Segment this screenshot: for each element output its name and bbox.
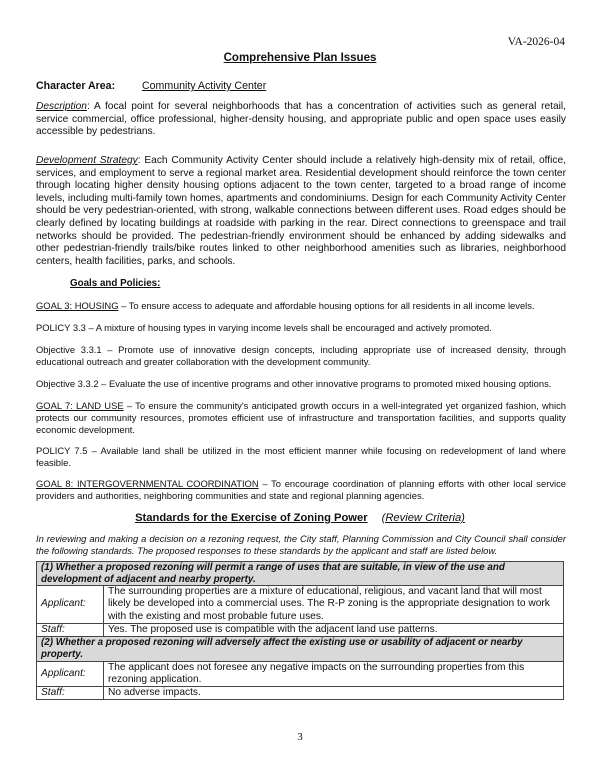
policy-7-5: POLICY 7.5 – Available land shall be utilized in the most efficient manner while focusing on redevelopment of land where feasible.	[36, 445, 566, 468]
criterion-1-staff-response: Yes. The proposed use is compatible with the adjacent land use patterns.	[104, 624, 564, 637]
character-area-line	[36, 80, 566, 93]
criterion-1-header-row	[37, 562, 564, 586]
objective-3-3-2: Objective 3.3.2 – Evaluate the use of incentive programs and other innovative programs to promoted mixed housing options.	[36, 378, 552, 389]
criterion-1-applicant-response: The surrounding properties are a mixture of educational, religious, and vacant land that will most likely be developed into a commercial uses. The R-P zoning is the appropriate designation to work with the existing and most probable future uses.	[104, 586, 564, 624]
development-strategy-paragraph	[36, 155, 566, 268]
standards-subtitle: (Review Criteria)	[381, 512, 465, 524]
development-strategy-text: : Each Community Activity Center should include a relatively high-density mix of retail, office, services, and employment to serve a regional market area. Residential development should reinforce the town center through locating higher density housing options adjacent to the town center, targeted to a broad range of income levels, including multi-family town homes, apartments and condominiums. Design for each Community Activity Center should be very pedestrian-oriented, with strong, walkable connections between different uses. Road edges should be clearly defined by locating buildings at roadside with parking in the rear. Direct connections to greenspace and trail networks should be provided. The pedestrian-friendly environment should be enhanced by adding sidewalks and other pedestrian-friendly trails/bike routes linked to other neighborhood amenities such as libraries, neighborhood centers, health facilities, parks, and schools.	[36, 155, 566, 267]
criterion-2-header: (2) Whether a proposed rezoning will adversely affect the existing use or usability of adjacent or nearby property.	[37, 637, 564, 661]
criteria-table	[36, 561, 564, 700]
criterion-2-applicant-row	[37, 661, 564, 687]
page-title: Comprehensive Plan Issues	[223, 52, 377, 64]
criterion-2-staff-row	[37, 687, 564, 700]
goal-8-text: – To encourage coordination of planning efforts with other local service providers and authorities, neighboring communities and state and regional planning agencies.	[36, 478, 566, 501]
criterion-2-header-row	[37, 637, 564, 661]
goal-3-paragraph	[36, 300, 566, 312]
description-paragraph	[36, 101, 566, 139]
goal-7-paragraph	[36, 400, 566, 436]
standards-intro: In reviewing and making a decision on a rezoning request, the City staff, Planning Commission and City Council shall consider the following standards. The proposed responses to these standards by the applicant and staff are listed below.	[36, 533, 566, 556]
goals-heading: Goals and Policies:	[70, 278, 161, 289]
criterion-2-applicant-label: Applicant:	[37, 661, 104, 687]
goal-8-label: GOAL 8: INTERGOVERNMENTAL COORDINATION	[36, 478, 259, 489]
character-area-label: Character Area:	[36, 80, 116, 92]
description-text: : A focal point for several neighborhoods that has a concentration of activities such as general retail, service commercial, office professional, higher-density housing, and appropriate public and open space uses easily accessible by pedestrians.	[36, 101, 566, 138]
goal-7-text: – To ensure the community's anticipated growth occurs in a well-integrated yet organized fashion, which protects our community resources, promotes efficient use of infrastructure and transportation facilities, and supports quality economic development.	[36, 400, 567, 435]
policy-3-3: POLICY 3.3 – A mixture of housing types in varying income levels shall be encouraged and actively promoted.	[36, 322, 492, 333]
goal-7-label: GOAL 7: LAND USE	[36, 400, 124, 411]
development-strategy-label: Development Strategy	[36, 155, 138, 166]
criterion-2-staff-response: No adverse impacts.	[104, 687, 564, 700]
goal-3-label: GOAL 3: HOUSING	[36, 300, 119, 311]
criterion-1-staff-label: Staff:	[37, 624, 104, 637]
criterion-1-staff-row	[37, 624, 564, 637]
criterion-1-applicant-row	[37, 586, 564, 624]
document-id: VA-2026-04	[507, 36, 565, 48]
objective-3-3-1: Objective 3.3.1 – Promote use of innovative design concepts, including appropriate use of increased density, through educational outreach and greater collaboration with the development community.	[36, 344, 566, 367]
criterion-1-applicant-label: Applicant:	[37, 586, 104, 624]
goal-3-text: – To ensure access to adequate and affordable housing options for all residents in all income levels.	[118, 300, 535, 311]
page-number: 3	[297, 731, 303, 743]
description-label: Description	[36, 101, 87, 112]
criterion-1-header: (1) Whether a proposed rezoning will permit a range of uses that are suitable, in view of the use and development of adjacent and nearby property.	[37, 562, 564, 586]
standards-heading	[0, 512, 600, 524]
goal-8-paragraph	[36, 478, 566, 502]
character-area-value: Community Activity Center	[142, 80, 267, 92]
criterion-2-staff-label: Staff:	[37, 687, 104, 700]
criterion-2-applicant-response: The applicant does not foresee any negative impacts on the surrounding properties from this rezoning application.	[104, 661, 564, 687]
standards-title: Standards for the Exercise of Zoning Power	[135, 512, 368, 524]
